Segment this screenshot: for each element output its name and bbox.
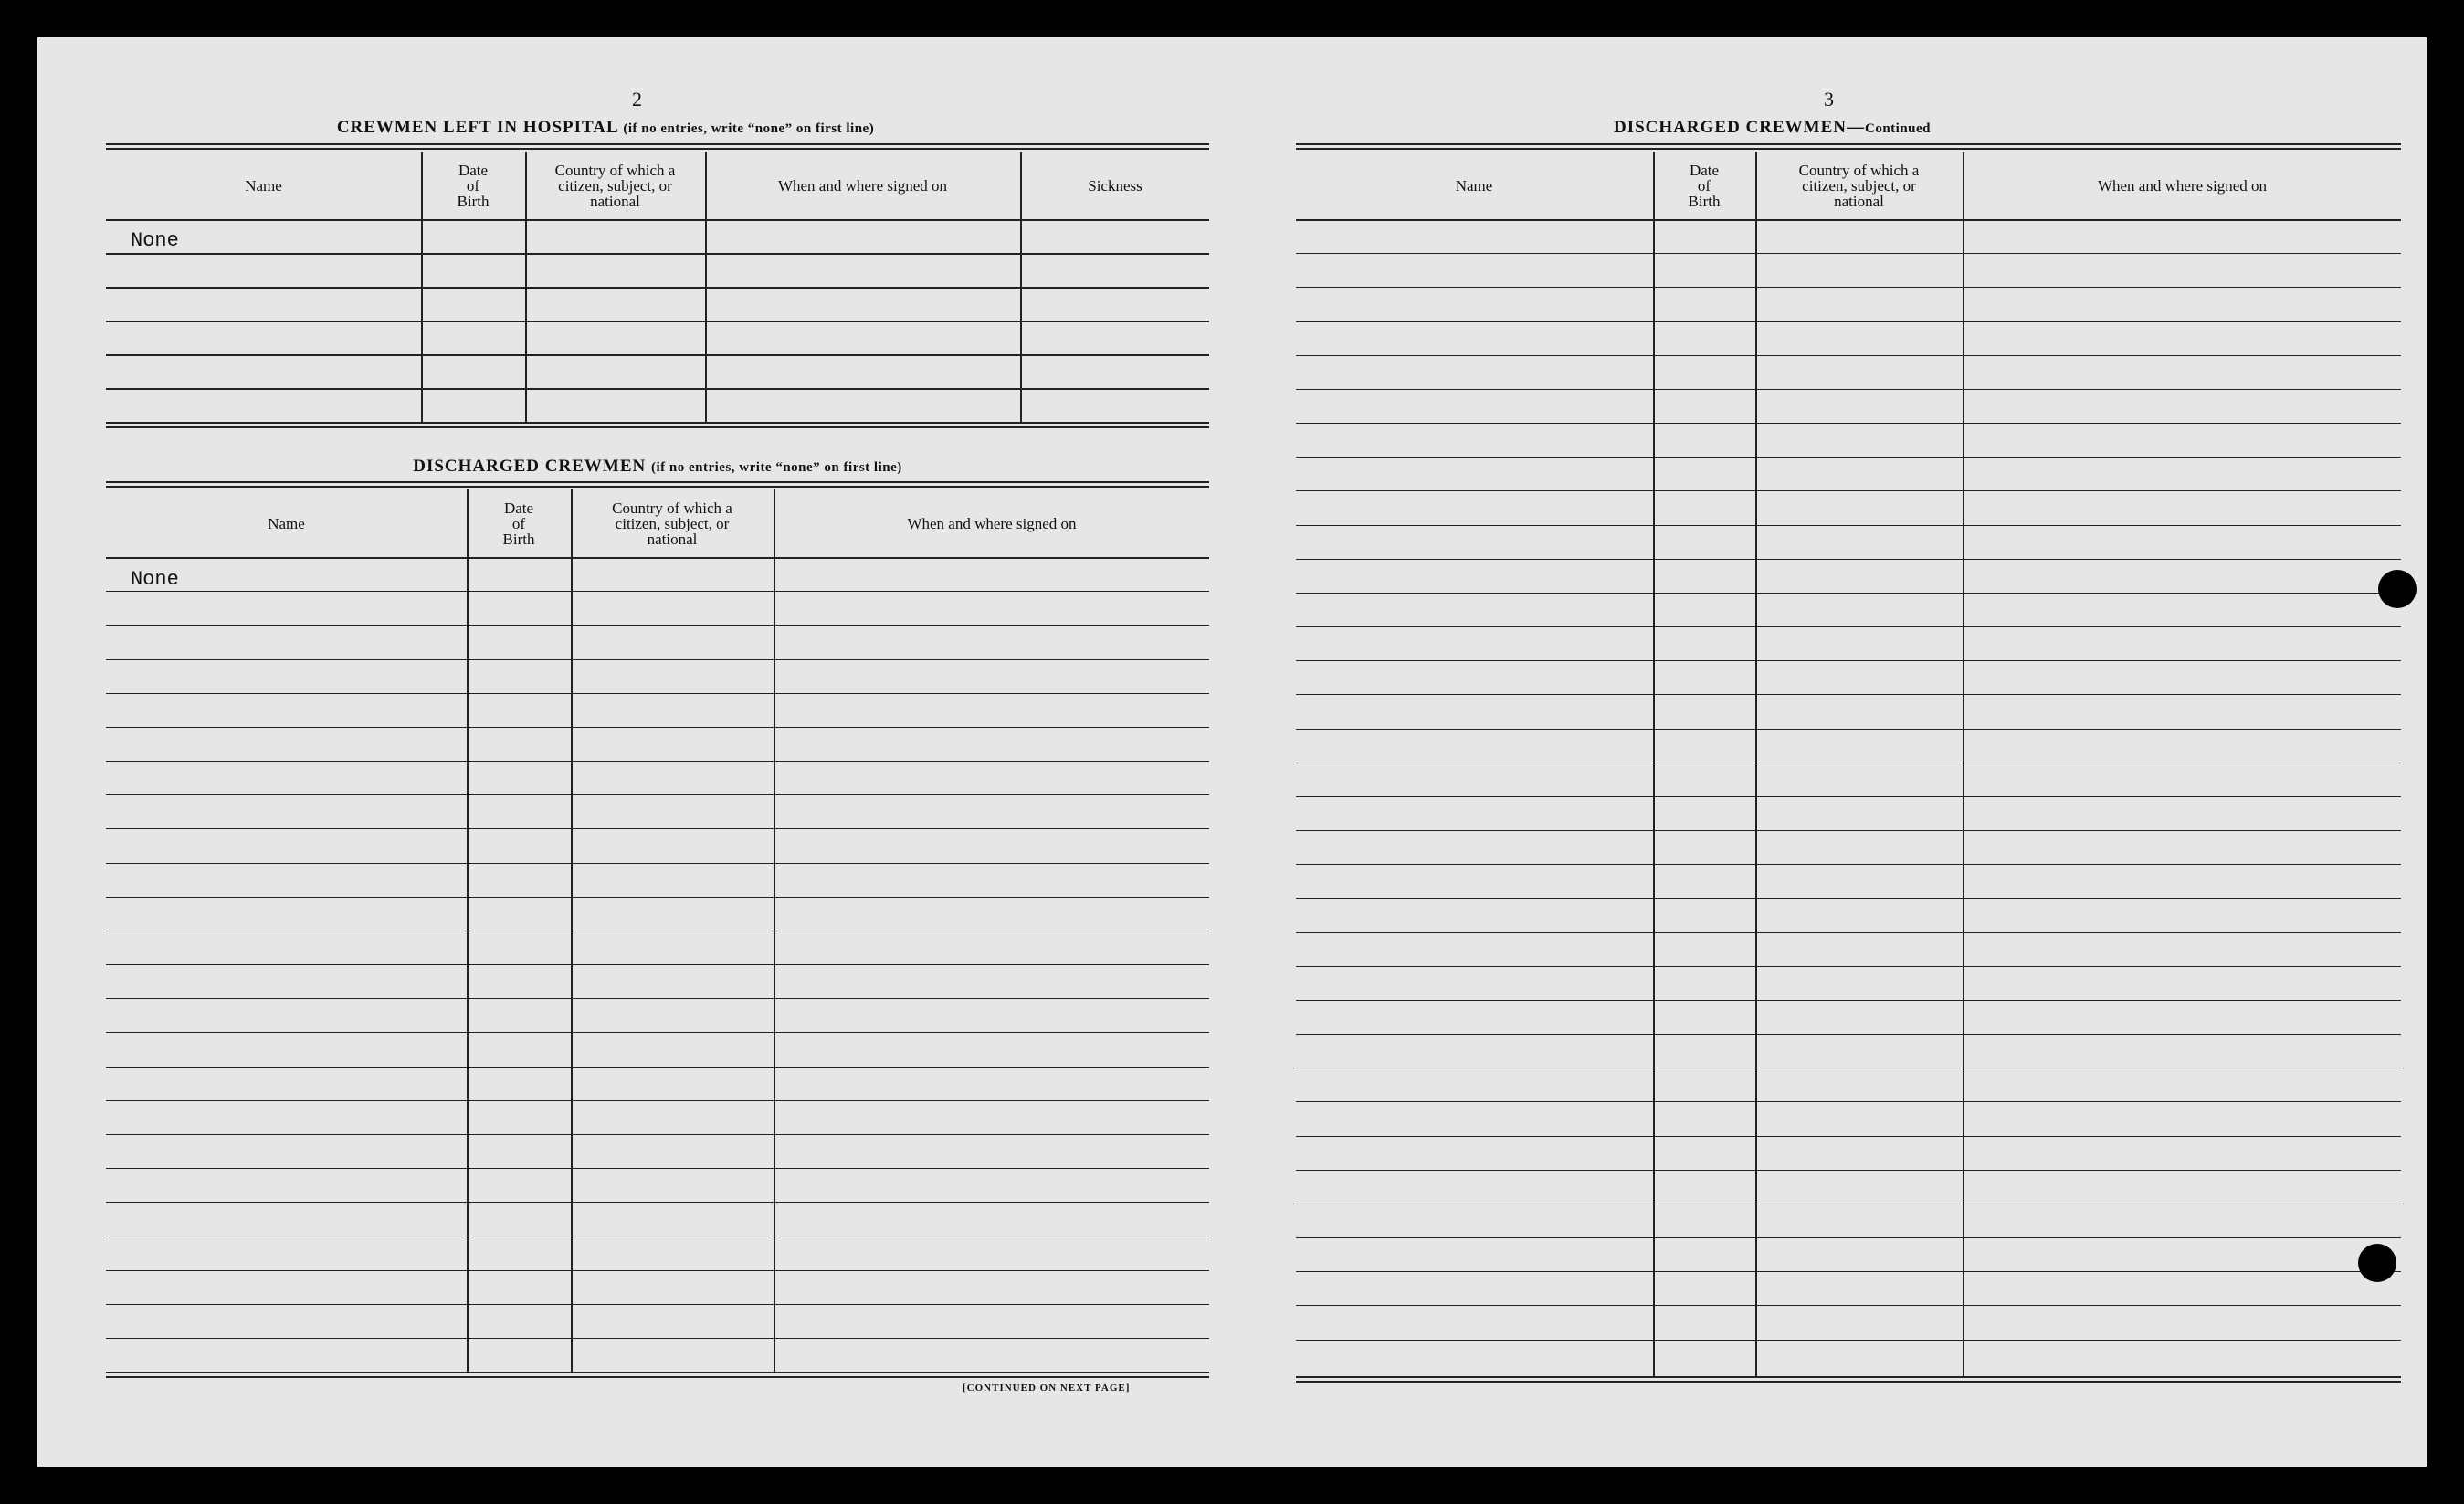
ruled-line [1296,321,2401,322]
right-col-name: Name [1455,177,1493,195]
right-top-rule [1296,143,2401,145]
discharged-col-divider [571,489,573,1372]
ruled-line [1296,1305,2401,1306]
discharged-col-name: Name [268,515,305,532]
ruled-line [106,591,1209,592]
ruled-line [1296,490,2401,491]
ruled-line [106,1270,1209,1271]
ruled-line [106,625,1209,626]
ruled-line [1296,864,2401,865]
punch-hole [2358,1244,2396,1282]
right-col-divider [1653,152,1655,1378]
right-section-title [1614,118,1931,138]
ruled-line [1296,457,2401,458]
hospital-row-rule [106,287,1209,289]
ruled-line [1296,355,2401,356]
right-top-rule-2 [1296,148,2401,150]
hospital-row-rule [106,388,1209,390]
ruled-line [1296,525,2401,526]
ruled-line [106,1100,1209,1101]
discharged-entry-name: None [131,568,179,591]
ruled-line [1296,830,2401,831]
ruled-line [1296,219,2401,221]
continued-note: [CONTINUED ON NEXT PAGE] [963,1383,1131,1394]
ruled-line [106,1134,1209,1135]
discharged-col-dob: Date of Birth [502,500,535,548]
ruled-line [1296,660,2401,661]
ruled-line [1296,253,2401,254]
ruled-line [1296,796,2401,797]
hospital-col-divider [705,152,707,422]
ruled-line [106,1304,1209,1305]
page-number-right: 3 [1824,88,1834,110]
discharged-section-title [106,457,1209,477]
ruled-line [106,727,1209,728]
ruled-line [106,794,1209,795]
discharged-top-rule-2 [106,486,1209,488]
ruled-line [106,1168,1209,1169]
discharged-title-text: DISCHARGED CREWMEN [413,457,647,476]
hospital-col-signed-on: When and where signed on [777,177,948,195]
ruled-line [106,659,1209,660]
ruled-line [106,1202,1209,1203]
ruled-line [1296,932,2401,933]
page-number-left: 2 [632,88,642,110]
ruled-line [1296,389,2401,390]
discharged-instruction-text: (if no entries, write “none” on first line) [650,460,902,475]
punch-hole [2378,570,2417,608]
discharged-col-country: Country of which a citizen, subject, or national [612,500,732,548]
ruled-line [106,1067,1209,1068]
discharged-col-signed-on: When and where signed on [907,515,1077,532]
ruled-line [106,761,1209,762]
ruled-line [1296,559,2401,560]
ruled-line [1296,1034,2401,1035]
right-title-suffix: Continued [1865,121,1932,136]
ruled-line [1296,1237,2401,1238]
ruled-line [106,897,1209,898]
hospital-row-rule [106,354,1209,356]
hospital-header-rule [106,219,1209,221]
discharged-col-divider [774,489,775,1372]
ruled-line [1296,593,2401,594]
hospital-col-name: Name [245,177,282,195]
hospital-col-sickness: Sickness [1088,177,1142,195]
hospital-bottom-rule-2 [106,426,1209,428]
ruled-line [1296,1136,2401,1137]
ruled-line [106,998,1209,999]
ruled-line [1296,287,2401,288]
hospital-section-title [106,118,1105,138]
hospital-col-dob: Date of Birth [457,162,490,210]
discharged-top-rule [106,481,1209,483]
ruled-line [1296,1340,2401,1341]
document-sheet [37,37,2427,1467]
hospital-row-rule [106,253,1209,255]
ruled-line [106,557,1209,559]
hospital-title-text: CREWMEN LEFT IN HOSPITAL [336,118,618,137]
ruled-line [1296,898,2401,899]
hospital-bottom-rule [106,422,1209,424]
right-col-dob: Date of Birth [1688,162,1721,210]
hospital-col-country: Country of which a citizen, subject, or national [554,162,676,210]
ruled-line [1296,1271,2401,1272]
hospital-row-rule [106,321,1209,322]
ruled-line [106,964,1209,965]
ruled-line [1296,1170,2401,1171]
ruled-line [1296,729,2401,730]
ruled-line [1296,966,2401,967]
right-col-divider [1755,152,1757,1378]
right-title-text: DISCHARGED CREWMEN— [1614,118,1865,137]
ruled-line [1296,423,2401,424]
hospital-col-divider [1020,152,1022,422]
ruled-line [1296,694,2401,695]
ruled-line [106,693,1209,694]
ruled-line [106,828,1209,829]
right-col-country: Country of which a citizen, subject, or national [1798,162,1920,210]
ruled-line [106,863,1209,864]
discharged-bottom-rule [106,1372,1209,1373]
discharged-bottom-rule-2 [106,1376,1209,1378]
hospital-instruction-text: (if no entries, write “none” on first line) [623,121,875,136]
right-bottom-rule-2 [1296,1381,2401,1383]
ruled-line [106,1032,1209,1033]
ruled-line [106,1338,1209,1339]
ruled-line [1296,1000,2401,1001]
right-bottom-rule [1296,1376,2401,1378]
hospital-col-divider [421,152,423,422]
discharged-col-divider [467,489,469,1372]
hospital-entry-name: None [131,229,179,252]
right-col-divider [1963,152,1964,1378]
hospital-top-rule [106,143,1209,145]
hospital-top-rule-2 [106,148,1209,150]
ruled-line [1296,1101,2401,1102]
right-col-signed-on: When and where signed on [2097,177,2268,195]
hospital-col-divider [525,152,527,422]
ruled-line [1296,626,2401,627]
